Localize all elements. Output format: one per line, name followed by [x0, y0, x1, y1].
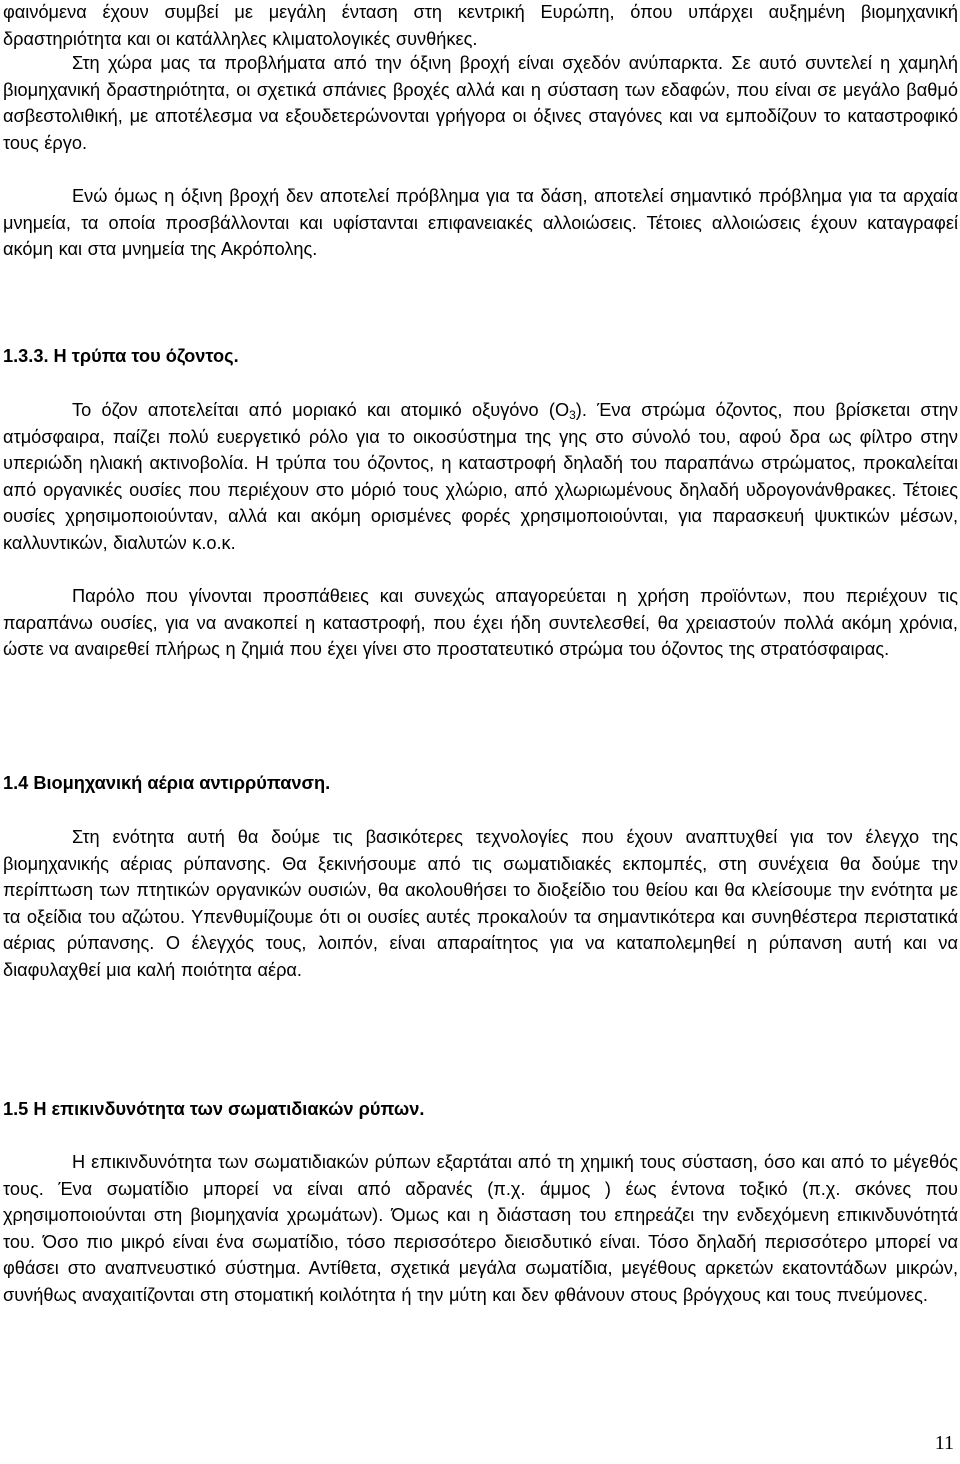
ozone-text-before-subscript: Το όζον αποτελείται από μοριακό και ατομικό οξυγόνο (Ο: [72, 400, 570, 420]
ozone-subscript: 3: [569, 408, 576, 422]
section-heading-ozone-hole: 1.3.3. Η τρύπα του όζοντος.: [3, 346, 239, 366]
paragraph-ozone-efforts: Παρόλο που γίνονται προσπάθειες και συνεχώς απαγορεύεται η χρήση προϊόντων, που περιέχουν τις παραπάνω ουσίες, για να ανακοπεί η καταστροφή, που έχει ήδη συντελεσθεί, θα χρειαστούν πολλά ακόμη χρόνια, ώστε να αναιρεθεί πλήρως η ζημιά που έχει γίνει στο προστατευτικό στρώμα του όζοντος της στρατόσφαιρας.: [3, 586, 958, 660]
paragraph-particulate-hazard: Η επικινδυνότητα των σωματιδιακών ρύπων εξαρτάται από τη χημική τους σύσταση, όσο και από το μέγεθός τους. Ένα σωματίδιο μπορεί να είναι από αδρανές (π.χ. άμμος ) έως έντονα τοξικό (π.χ. σκόνες που χρησιμοποιούνται στη βιομηχανία χρωμάτων). Όμως και η διάσταση του επηρεάζει την ενδεχόμενη επικινδυνότητά του. Όσο πιο μικρό είναι ένα σωματίδιο, τόσο περισσότερο διεισδυτικό είναι. Τόσο δηλαδή περισσότερο μπορεί να φθάσει στο αναπνευστικό σύστημα. Αντίθετα, σχετικά μεγάλα σωματίδια, μεγέθους αρκετών εκατοντάδων μικρών, συνήθως αναχαιτίζονται στη στοματική κοιλότητα ή την μύτη και δεν φθάνουν στους βρόγχους και τους πνεύμονες.: [3, 1152, 958, 1305]
page-number: 11: [934, 1432, 954, 1454]
section-heading-particulate-hazard: 1.5 Η επικινδυνότητα των σωματιδιακών ρύπων.: [3, 1099, 425, 1119]
ozone-text-after-subscript: ). Ένα στρώμα όζοντος, που βρίσκεται στην ατμόσφαιρα, παίζει πολύ ευεργετικό ρόλο για το οικοσύστημα της γης στο σύνολό του, αφού δρα ως φίλτρο στην υπεριώδη ηλιακή ακτινοβολία. Η τρύπα του όζοντος, η καταστροφή δηλαδή του παραπάνω στρώματος, προκαλείται από οργανικές ουσίες που περιέχουν στο μόριό τους χλώριο, από χλωριωμένους δηλαδή υδρογονάνθρακες. Τέτοιες ουσίες χρησιμοποιούνταν, αλλά και ακόμη ορισμένες φορές χρησιμοποιούνται, για παρασκευή ψυκτικών μέσων, καλλυντικών, διαλυτών κ.ο.κ.: [3, 400, 958, 553]
paragraph-acid-rain-greece: Στη χώρα μας τα προβλήματα από την όξινη βροχή είναι σχεδόν ανύπαρκτα. Σε αυτό συντελεί η χαμηλή βιομηχανική δραστηριότητα, οι σχετικά σπάνιες βροχές αλλά και η σύσταση των εδαφών, που είναι σε μεγάλο βαθμό ασβεστολιθική, με αποτέλεσμα να εξουδετερώνονται γρήγορα οι όξινες σταγόνες και να εμποδίζουν το καταστροφικό τους έργο.: [3, 53, 958, 153]
paragraph-acid-rain-monuments: Ενώ όμως η όξινη βροχή δεν αποτελεί πρόβλημα για τα δάση, αποτελεί σημαντικό πρόβλημα για τα αρχαία μνημεία, τα οποία προσβάλλονται και υφίστανται επιφανειακές αλλοιώσεις. Τέτοιες αλλοιώσεις έχουν καταγραφεί ακόμη και στα μνημεία της Ακρόπολης.: [3, 186, 958, 260]
section-heading-industrial-air-pollution-control: 1.4 Βιομηχανική αέρια αντιρρύπανση.: [3, 773, 331, 793]
paragraph-ozone-definition: [3, 397, 958, 557]
paragraph-industrial-air-pollution-control: Στη ενότητα αυτή θα δούμε τις βασικότερες τεχνολογίες που έχουν αναπτυχθεί για τον έλεγχο της βιομηχανικής αέριας ρύπανσης. Θα ξεκινήσουμε από τις σωματιδιακές εκπομπές, στη συνέχεια θα δούμε την περίπτωση των πτητικών οργανικών ουσιών, θα ακολουθήσει το διοξείδιο του θείου και θα κλείσουμε την ενότητα με τα οξείδια του αζώτου. Υπενθυμίζουμε ότι οι ουσίες αυτές προκαλούν τα σημαντικότερα και συνηθέστερα περιστατικά αέριας ρύπανσης. Ο έλεγχός τους, λοιπόν, είναι απαραίτητος για να καταπολεμηθεί η ρύπανση αυτή και να διαφυλαχθεί μια καλή ποιότητα αέρα.: [3, 827, 958, 980]
paragraph-acid-rain-continuation: φαινόμενα έχουν συμβεί με μεγάλη ένταση στη κεντρική Ευρώπη, όπου υπάρχει αυξημένη βιομηχανική δραστηριότητα και οι κατάλληλες κλιματολογικές συνθήκες.: [3, 2, 958, 49]
